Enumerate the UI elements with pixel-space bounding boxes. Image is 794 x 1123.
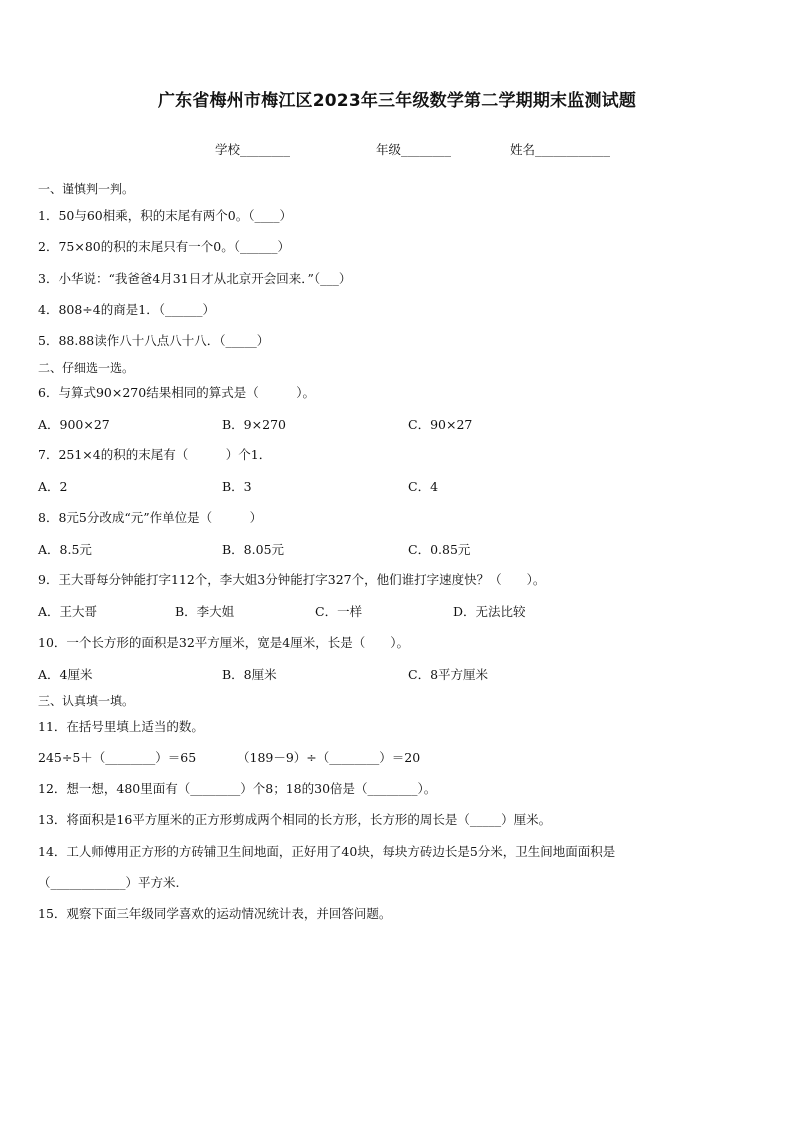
q7-option-c: C．4: [408, 479, 439, 494]
question-10: 10．一个长方形的面积是32平方厘米，宽是4厘米，长是（ ）。: [38, 635, 410, 650]
q9-option-c: C．一样: [315, 604, 363, 619]
question-11: 11．在括号里填上适当的数。: [38, 719, 204, 734]
q9-option-b: B．李大姐: [175, 604, 235, 619]
name-field: 姓名____________: [510, 142, 611, 157]
question-9: 9．王大哥每分钟能打字112个，李大姐3分钟能打字327个，他们谁打字速度快？（ ）。: [38, 572, 546, 587]
section-heading-3: 三、认真填一填。: [38, 694, 135, 708]
question-4: 4．808÷4的商是1．（______）: [38, 302, 215, 317]
question-13: 13．将面积是16平方厘米的正方形剪成两个相同的长方形，长方形的周长是（_____）厘米。: [38, 812, 552, 827]
question-1: 1．50与60相乘，积的末尾有两个0。（____）: [38, 208, 292, 223]
question-5: 5．88.88读作八十八点八十八．（_____）: [38, 333, 270, 348]
q6-option-b: B．9×270: [222, 417, 286, 432]
q8-option-a: A．8.5元: [38, 542, 92, 557]
question-7: 7．251×4的积的末尾有（ ）个1．: [38, 447, 272, 462]
question-8: 8．8元5分改成“元”作单位是（ ）: [38, 510, 263, 525]
q7-option-a: A．2: [38, 479, 68, 494]
q6-option-c: C．90×27: [408, 417, 473, 432]
question-6: 6．与算式90×270结果相同的算式是（ ）。: [38, 385, 315, 400]
question-14: 14．工人师傅用正方形的方砖铺卫生间地面，正好用了40块，每块方砖边长是5分米，卫生间地面面积是: [38, 844, 616, 859]
q11-equation-1: 245÷5＋（________）＝65: [38, 750, 197, 765]
grade-field: 年级________: [376, 142, 452, 157]
q9-option-a: A．王大哥: [38, 604, 98, 619]
q8-option-c: C．0.85元: [408, 542, 471, 557]
question-14-answer-line: （____________）平方米.: [38, 875, 180, 890]
question-12: 12．想一想，480里面有（________）个8；18的30倍是（________）。: [38, 781, 437, 796]
question-2: 2．75×80的积的末尾只有一个0。（______）: [38, 239, 290, 254]
q6-option-a: A．900×27: [38, 417, 110, 432]
section-heading-2: 二、仔细选一选。: [38, 361, 135, 375]
q10-option-a: A．4厘米: [38, 667, 93, 682]
section-heading-1: 一、谨慎判一判。: [38, 182, 135, 196]
question-15: 15．观察下面三年级同学喜欢的运动情况统计表，并回答问题。: [38, 906, 392, 921]
page-title: 广东省梅州市梅江区2023年三年级数学第二学期期末监测试题: [157, 91, 637, 111]
q10-option-b: B．8厘米: [222, 667, 277, 682]
q9-option-d: D．无法比较: [453, 604, 526, 619]
question-3: 3．小华说：“我爸爸4月31日才从北京开会回来．”（___）: [38, 271, 352, 286]
q8-option-b: B．8.05元: [222, 542, 285, 557]
q11-equation-2: （189－9）÷（________）＝20: [237, 750, 421, 765]
school-field: 学校________: [215, 142, 291, 157]
q10-option-c: C．8平方厘米: [408, 667, 489, 682]
q7-option-b: B．3: [222, 479, 252, 494]
